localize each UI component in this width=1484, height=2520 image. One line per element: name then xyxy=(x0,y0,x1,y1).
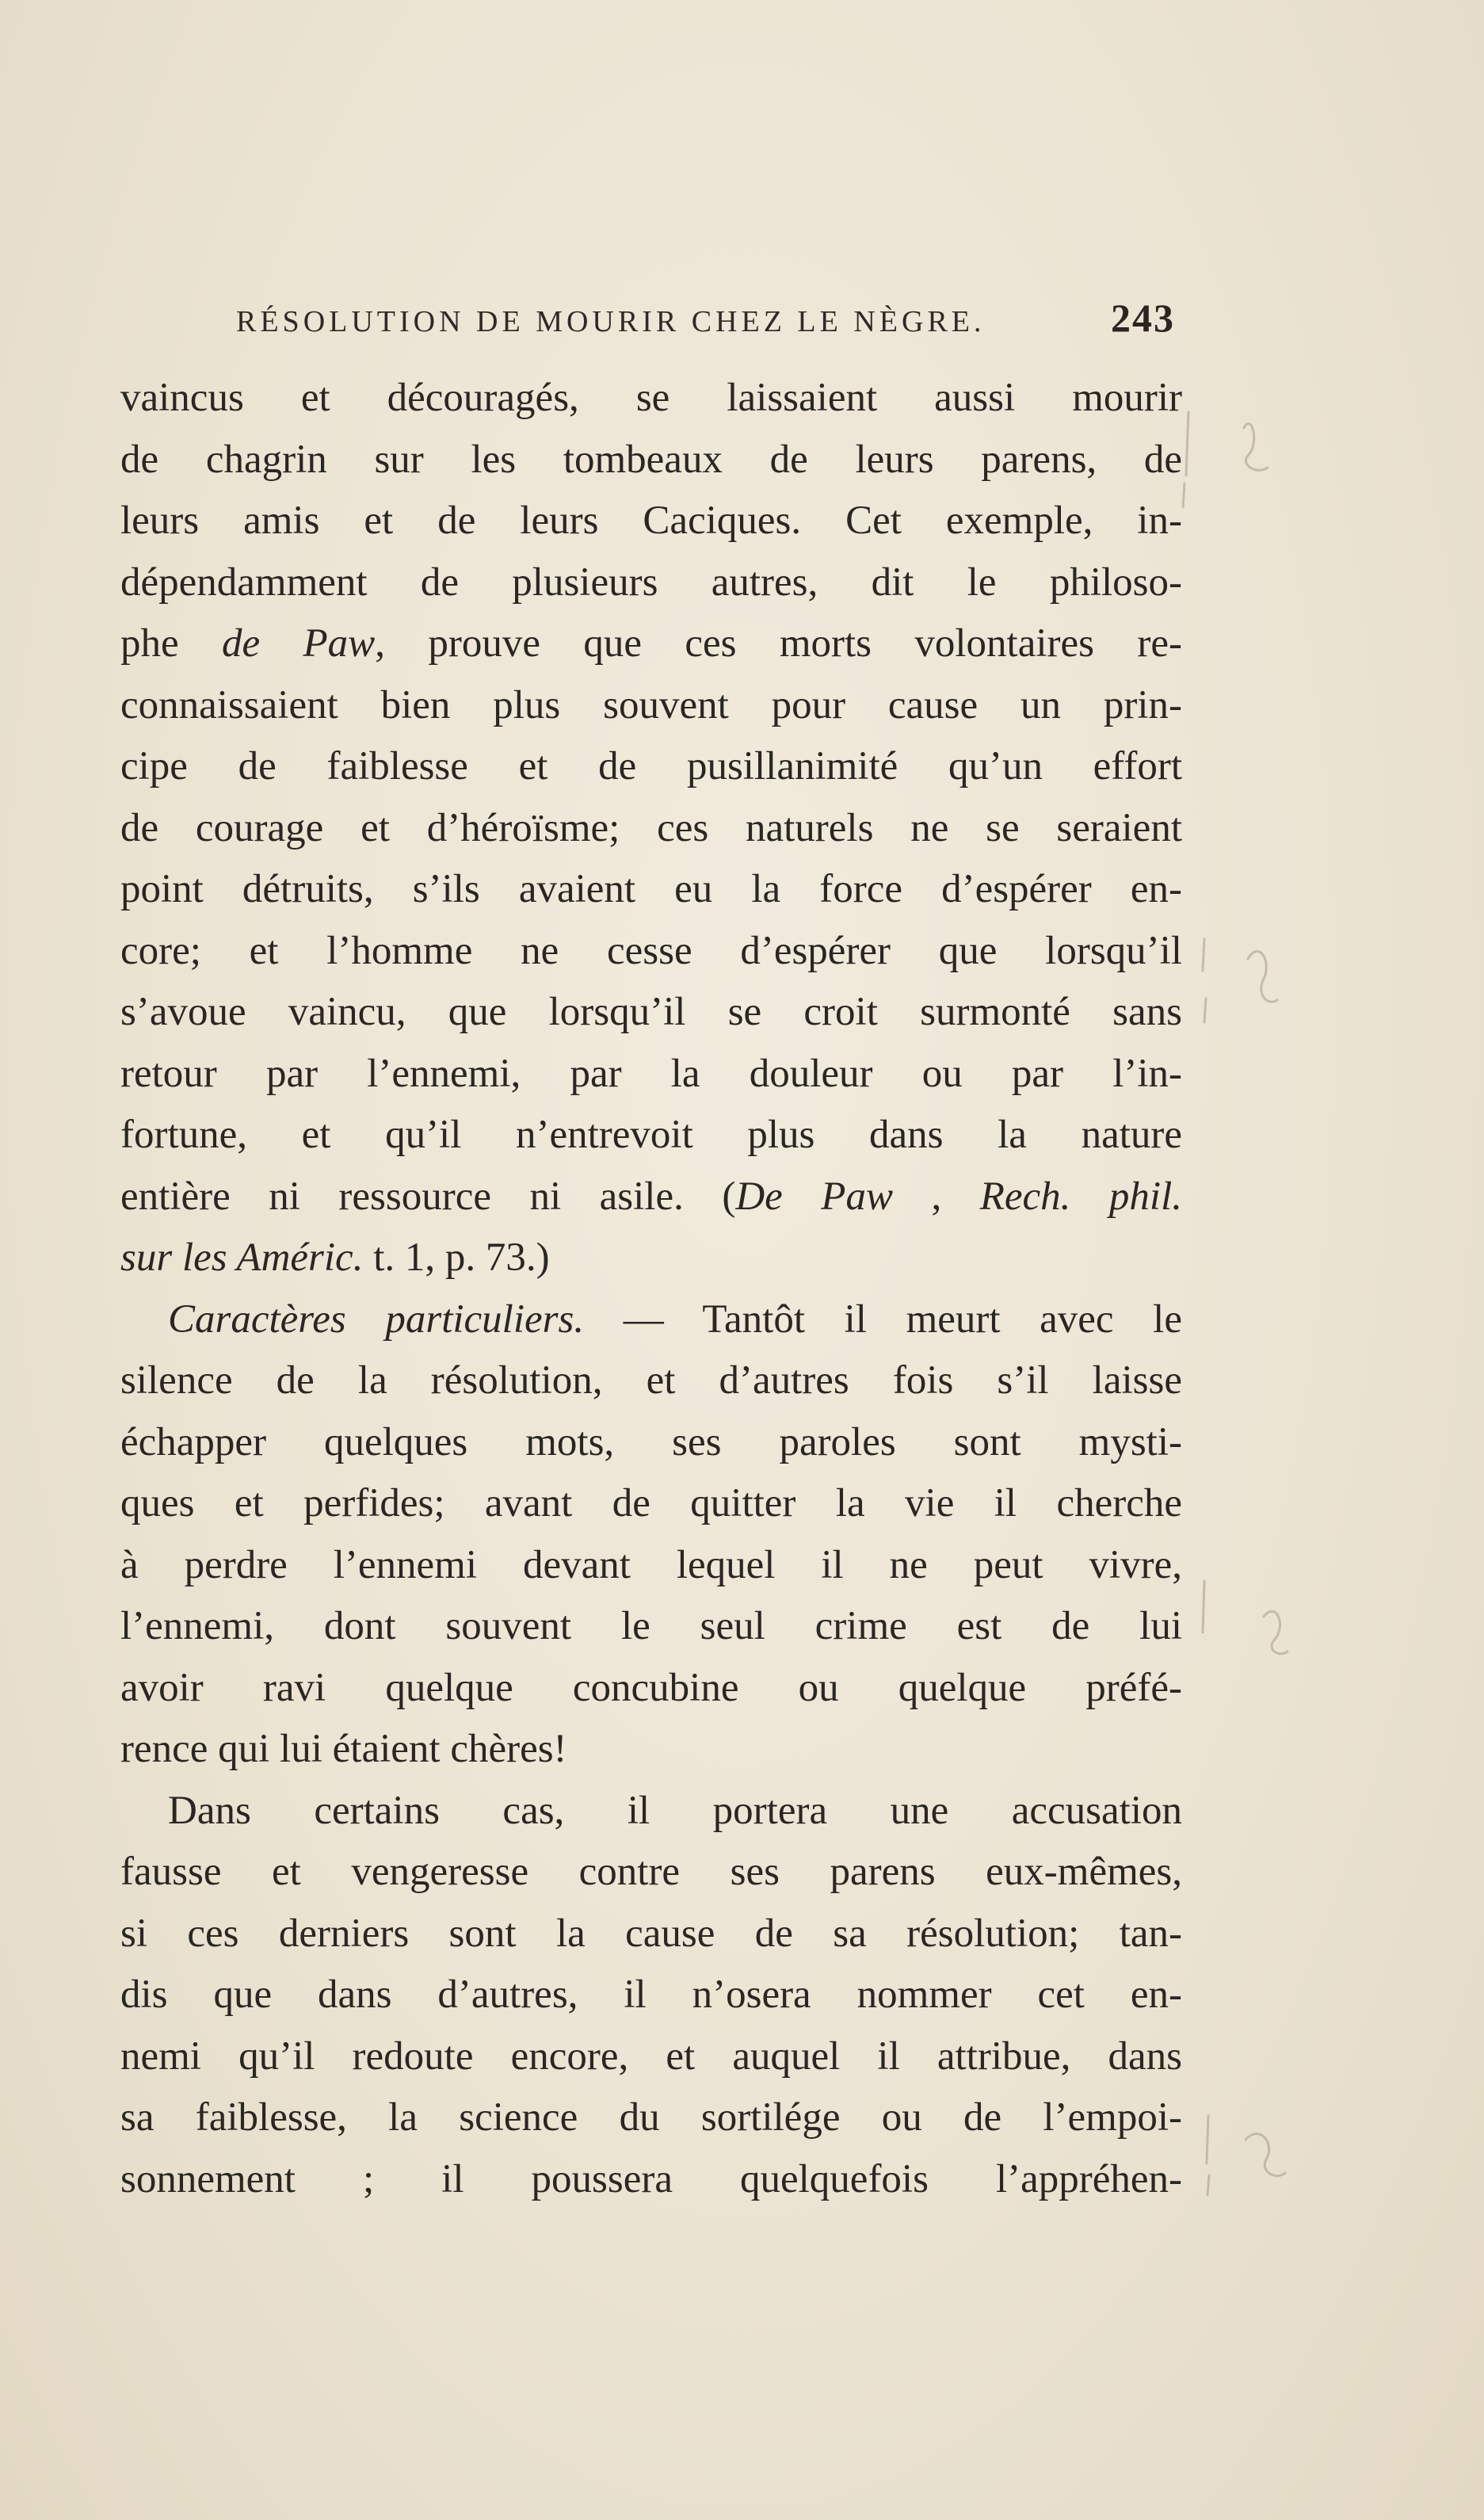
margin-mark xyxy=(1183,412,1188,507)
text-segment: t. 1, p. 73.) xyxy=(363,1235,550,1280)
margin-mark xyxy=(1203,1581,1204,1632)
text-segment: rence qui lui étaient chères! xyxy=(120,1727,567,1771)
text-segment: , xyxy=(892,1174,980,1219)
margin-mark xyxy=(1246,2134,1285,2176)
text-segment: entière ni ressource ni asile. ( xyxy=(120,1174,736,1219)
body-text xyxy=(120,368,1182,2210)
text-segment: phe xyxy=(120,621,223,666)
text-line xyxy=(120,1350,1182,1412)
text-line xyxy=(120,1781,1182,1842)
text-line xyxy=(120,1105,1182,1166)
page-number: 243 xyxy=(1111,296,1175,340)
text-segment: ques et perfides; avant de quitter la vie il cherche xyxy=(120,1481,1182,1525)
text-line xyxy=(120,368,1182,430)
text-line xyxy=(120,430,1182,491)
running-title: RÉSOLUTION DE MOURIR CHEZ LE NÈGRE. xyxy=(236,305,986,338)
text-line xyxy=(120,1289,1182,1351)
text-line xyxy=(120,491,1182,552)
text-line xyxy=(120,1044,1182,1105)
italic-text: De Paw xyxy=(735,1174,893,1219)
text-line xyxy=(120,1535,1182,1597)
text-line xyxy=(120,1412,1182,1474)
text-line xyxy=(120,552,1182,614)
text-segment: , prouve que ces morts volontaires re- xyxy=(375,621,1182,666)
text-line xyxy=(120,1166,1182,1228)
text-line xyxy=(120,1228,1182,1289)
text-segment: dépendamment de plusieurs autres, dit le philoso- xyxy=(120,559,1182,605)
text-segment: — Tantôt il meurt avec le xyxy=(584,1296,1182,1342)
text-segment: nemi qu’il redoute encore, et auquel il attribue, dans xyxy=(120,2033,1182,2079)
text-line xyxy=(120,736,1182,798)
margin-mark xyxy=(1244,424,1268,471)
text-segment: sa faiblesse, la science du sortilége ou de l’empoi- xyxy=(120,2095,1182,2140)
text-line xyxy=(120,2026,1182,2088)
margin-mark xyxy=(1248,951,1277,1002)
text-segment: silence de la résolution, et d’autres fois s’il laisse xyxy=(120,1358,1182,1403)
text-segment: fausse et vengeresse contre ses parens eux-mêmes, xyxy=(120,1850,1182,1894)
text-segment: s’avoue vaincu, que lorsqu’il se croit surmonté sans xyxy=(120,990,1182,1034)
text-line xyxy=(120,798,1182,860)
text-segment: retour par l’ennemi, par la douleur ou par l’in- xyxy=(120,1051,1182,1096)
text-segment: échapper quelques mots, ses paroles sont mysti- xyxy=(120,1419,1182,1464)
italic-text: Rech. phil. xyxy=(979,1174,1182,1219)
text-line xyxy=(120,859,1182,921)
text-line xyxy=(120,1719,1182,1781)
text-line xyxy=(120,921,1182,983)
text-line xyxy=(120,2149,1182,2211)
text-segment: avoir ravi quelque concubine ou quelque préfé- xyxy=(120,1665,1182,1710)
text-line xyxy=(120,1842,1182,1903)
text-segment: fortune, et qu’il n’entrevoit plus dans la nature xyxy=(120,1113,1182,1157)
text-segment: sonnement ; il poussera quelquefois l’appréhen- xyxy=(120,2156,1182,2201)
text-segment: de chagrin sur les tombeaux de leurs parens, de xyxy=(120,437,1182,482)
text-line xyxy=(120,1658,1182,1720)
text-segment: connaissaient bien plus souvent pour cause un prin- xyxy=(120,682,1182,727)
text-segment: dis que dans d’autres, il n’osera nommer cet en- xyxy=(120,1972,1182,2017)
text-segment: Dans certains cas, il portera une accusation xyxy=(168,1788,1182,1833)
text-line xyxy=(120,2087,1182,2149)
running-head xyxy=(236,295,1175,341)
text-line xyxy=(120,1473,1182,1535)
italic-text: de Paw xyxy=(222,621,376,666)
text-segment: à perdre l’ennemi devant lequel il ne peut vivre, xyxy=(120,1542,1182,1587)
text-line xyxy=(120,982,1182,1044)
text-segment: de courage et d’héroïsme; ces naturels ne se seraient xyxy=(120,805,1182,850)
text-line xyxy=(120,613,1182,675)
text-segment: leurs amis et de leurs Caciques. Cet exemple, in- xyxy=(120,498,1182,543)
margin-mark xyxy=(1203,939,1206,1022)
text-segment: vaincus et découragés, se laissaient aussi mourir xyxy=(120,376,1182,420)
text-line xyxy=(120,1964,1182,2026)
text-line xyxy=(120,1596,1182,1658)
text-line xyxy=(120,675,1182,737)
margin-mark xyxy=(1207,2116,1209,2195)
italic-text: Caractères particuliers. xyxy=(168,1296,585,1342)
margin-mark xyxy=(1264,1611,1288,1653)
text-segment: si ces derniers sont la cause de sa résolution; tan- xyxy=(120,1911,1182,1956)
text-line xyxy=(120,1903,1182,1965)
text-segment: point détruits, s’ils avaient eu la force d’espérer en- xyxy=(120,867,1182,911)
text-segment: cipe de faiblesse et de pusillanimité qu’un effort xyxy=(120,744,1182,788)
text-segment: l’ennemi, dont souvent le seul crime est de lui xyxy=(120,1604,1182,1648)
italic-text: sur les Améric. xyxy=(120,1235,364,1280)
text-segment: core; et l’homme ne cesse d’espérer que lorsqu’il xyxy=(120,928,1182,973)
